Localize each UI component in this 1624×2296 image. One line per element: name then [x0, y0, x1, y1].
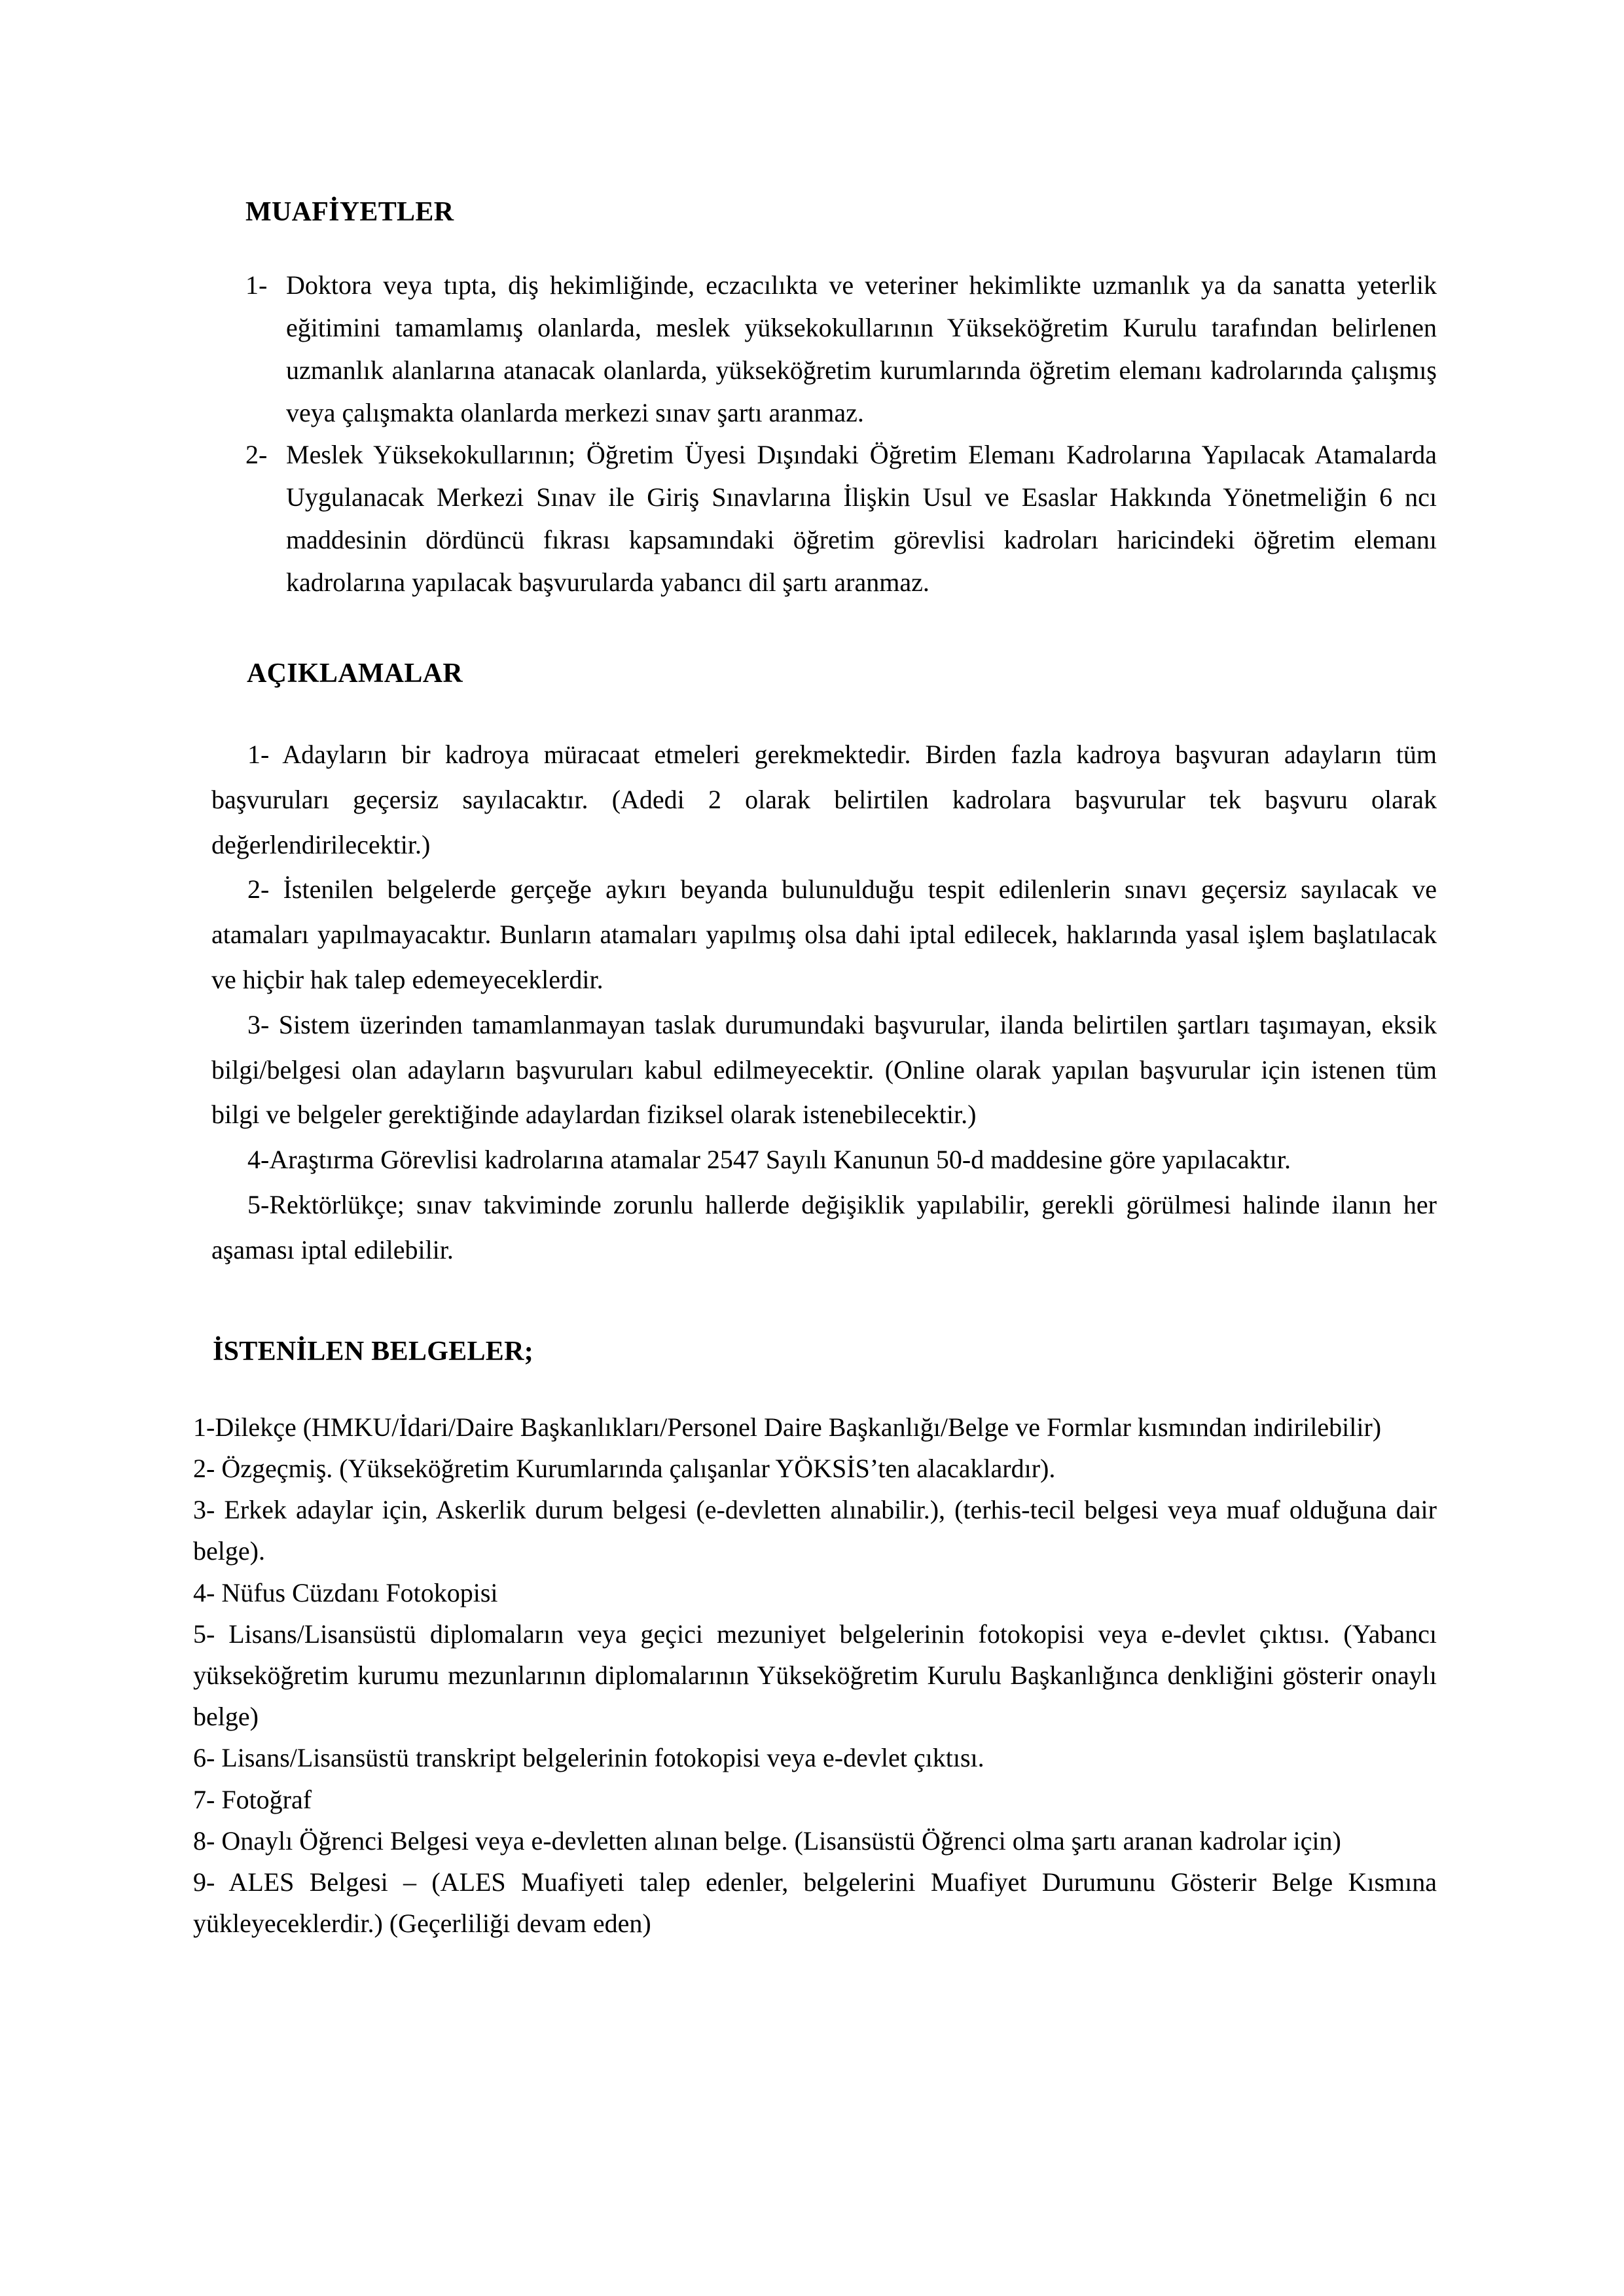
list-item: 2- Özgeçmiş. (Yükseköğretim Kurumlarında çalışanlar YÖKSİS’ten alacaklardır). — [193, 1454, 1056, 1484]
paragraph: 4-Araştırma Görevlisi kadrolarına atamalar 2547 Sayılı Kanunun 50-d maddesine göre yapılacaktır. — [247, 1145, 1291, 1175]
istenilen-belgeler-list — [193, 1367, 1437, 1944]
list-item-text: Meslek Yüksekokullarının; Öğretim Üyesi Dışındaki Öğretim Elemanı Kadrolarına Yapılacak Atamalarda Uygulanacak Merkezi Sınav ile Giriş Sınavlarına İlişkin Usul ve Esaslar Hakkında Yönetmeliğin 6 ncı maddesinin dördüncü fıkrası kapsamındaki öğretim görevlisi kadroları haricindeki öğretim elemanı kadrolarına yapılacak başvurularda yabancı dil şartı aranmaz. — [286, 440, 1437, 597]
list-item: 9- ALES Belgesi – (ALES Muafiyeti talep edenler, belgelerini Muafiyet Durumunu Gösterir Belge Kısmına yükleyeceklerdir.) (Geçerliliği devam eden) — [193, 1867, 1437, 1939]
list-item — [245, 264, 1437, 434]
list-item: 6- Lisans/Lisansüstü transkript belgelerinin fotokopisi veya e-devlet çıktısı. — [193, 1743, 984, 1773]
heading-aciklamalar: AÇIKLAMALAR — [247, 658, 463, 689]
list-item: 5- Lisans/Lisansüstü diplomaların veya geçici mezuniyet belgelerinin fotokopisi veya e-devlet çıktısı. (Yabancı yükseköğretim kurumu mezunlarının diplomalarının Yükseköğretim Kurulu Başkanlığınca denkliğini gösterir onaylı belge) — [193, 1619, 1437, 1732]
aciklamalar-paragraphs — [193, 689, 1437, 1273]
list-item: 1-Dilekçe (HMKU/İdari/Daire Başkanlıkları/Personel Daire Başkanlığı/Belge ve Formlar kısmından indirilebilir) — [193, 1412, 1382, 1442]
list-item-text: Doktora veya tıpta, diş hekimliğinde, eczacılıkta ve veteriner hekimlikte uzmanlık ya da sanatta yeterlik eğitimini tamamlamış olanlarda, meslek yüksekokullarının Yükseköğretim Kurulu tarafından belirlenen uzmanlık alanlarına atanacak olanlarda, yükseköğretim kurumlarında öğretim elemanı kadrolarında çalışmış veya çalışmakta olanlarda merkezi sınav şartı aranmaz. — [286, 270, 1437, 427]
document-body — [193, 0, 1437, 1944]
heading-muafiyetler: MUAFİYETLER — [245, 197, 454, 227]
heading-istenilen-belgeler: İSTENİLEN BELGELER; — [213, 1336, 534, 1367]
list-item: 7- Fotoğraf — [193, 1784, 312, 1814]
paragraph: 3- Sistem üzerinden tamamlanmayan taslak durumundaki başvurular, ilanda belirtilen şartları taşımayan, eksik bilgi/belgesi olan adayların başvuruları kabul edilmeyecektir. (Online olarak yapılan başvurular için istenen tüm bilgi ve belgeler gerektiğinde adaylardan fiziksel olarak istenebilecektir.) — [211, 1009, 1437, 1130]
paragraph: 2- İstenilen belgelerde gerçeğe aykırı beyanda bulunulduğu tespit edilenlerin sınavı geçersiz sayılacak ve atamaları yapılmayacaktır. Bunların atamaları yapılmış olsa dahi iptal edilecek, haklarında yasal işlem başlatılacak ve hiçbir hak talep edemeyeceklerdir. — [211, 874, 1437, 994]
list-marker: 2- — [245, 440, 268, 470]
paragraph: 1- Adayların bir kadroya müracaat etmeleri gerekmektedir. Birden fazla kadroya başvuran adayların tüm başvuruları geçersiz sayılacaktır. (Adedi 2 olarak belirtilen kadrolara başvurular tek başvuru olarak değerlendirilecektir.) — [211, 739, 1437, 859]
paragraph: 5-Rektörlükçe; sınav takviminde zorunlu hallerde değişiklik yapılabilir, gerekli görülmesi halinde ilanın her aşaması iptal edilebilir. — [211, 1189, 1437, 1265]
list-item — [245, 434, 1437, 603]
list-marker: 1- — [245, 270, 268, 300]
list-item: 4- Nüfus Cüzdanı Fotokopisi — [193, 1577, 498, 1607]
muafiyetler-list — [193, 228, 1437, 603]
list-item: 8- Onaylı Öğrenci Belgesi veya e-devletten alınan belge. (Lisansüstü Öğrenci olma şartı aranan kadrolar için) — [193, 1825, 1341, 1856]
list-item: 3- Erkek adaylar için, Askerlik durum belgesi (e-devletten alınabilir.), (terhis-tecil belgesi veya muaf olduğuna dair belge). — [193, 1495, 1437, 1566]
